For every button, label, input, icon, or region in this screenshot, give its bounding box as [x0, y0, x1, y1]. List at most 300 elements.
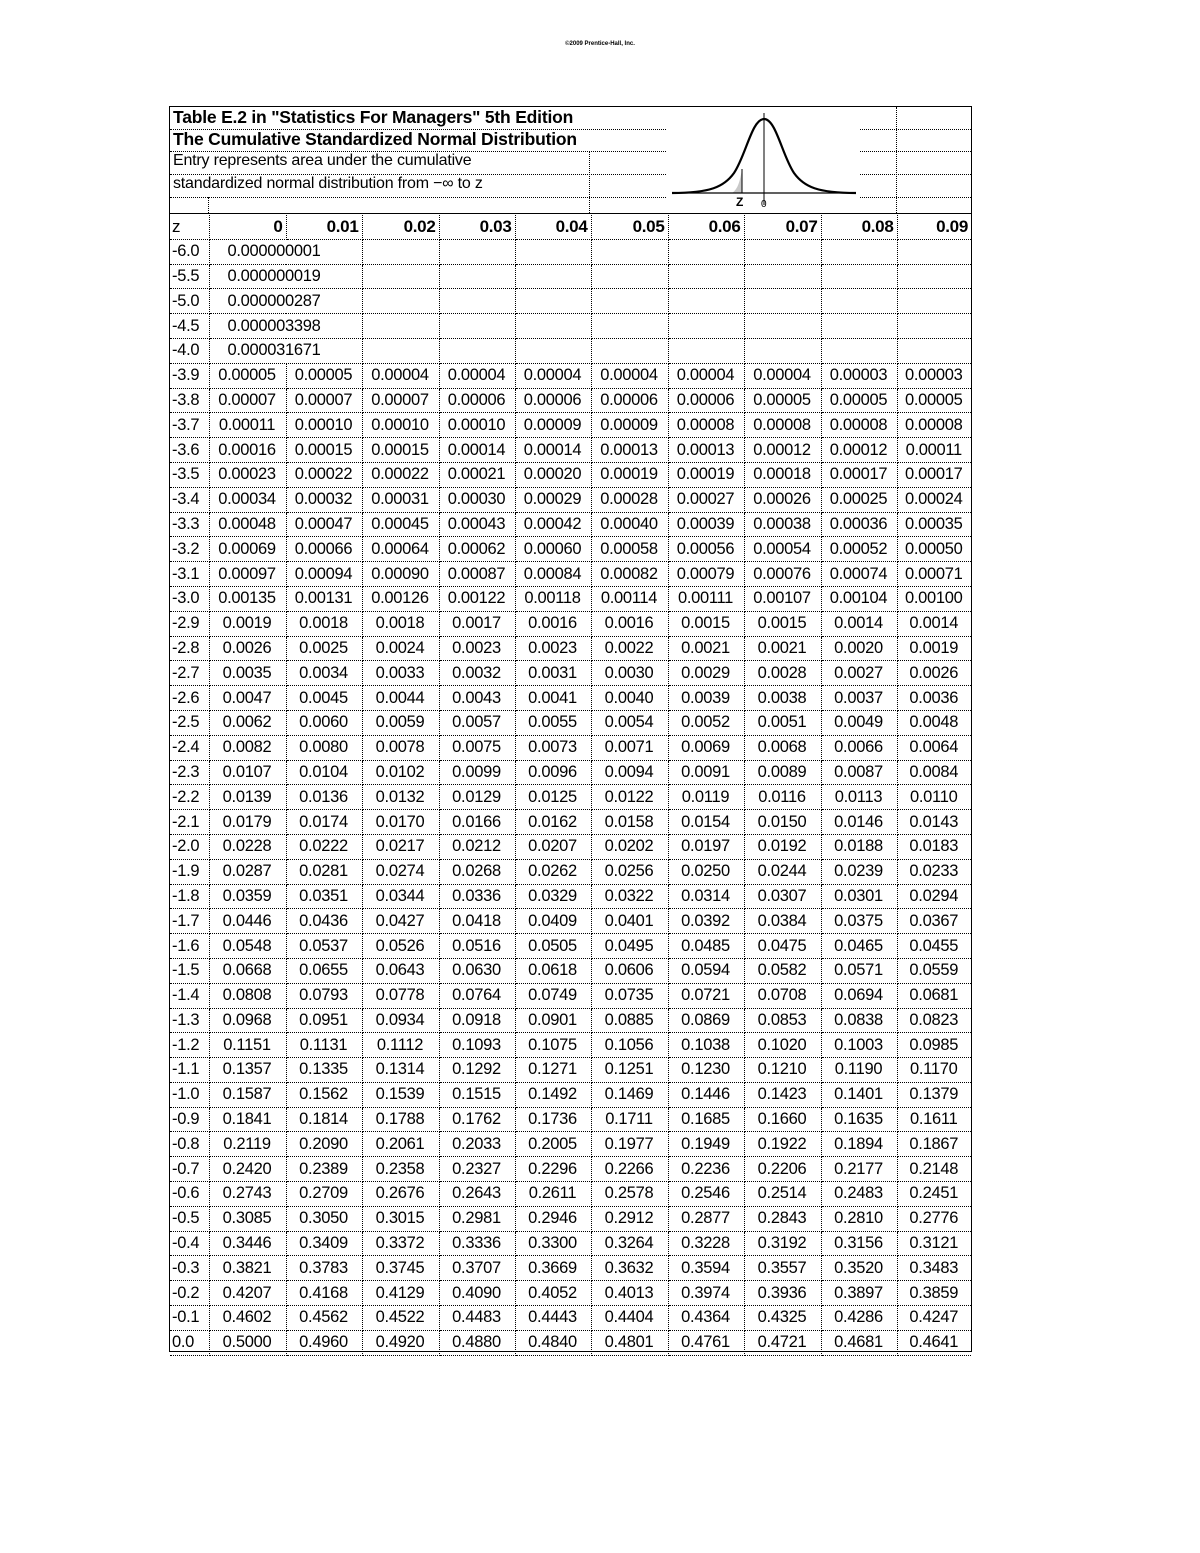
- probability-cell: 0.0853: [744, 1008, 821, 1033]
- table-row: [170, 909, 971, 934]
- probability-cell: 0.0212: [439, 834, 515, 859]
- table-description-line1: Entry represents area under the cumulative: [173, 152, 472, 169]
- column-header: 0.09: [897, 215, 971, 239]
- probability-cell: 0.0045: [286, 686, 362, 711]
- probability-cell: 0.3300: [515, 1231, 591, 1256]
- probability-cell: 0.0721: [668, 983, 744, 1008]
- probability-cell: 0.0094: [591, 760, 668, 785]
- empty-cell: [439, 264, 515, 289]
- probability-cell: 0.0436: [286, 909, 362, 934]
- probability-cell: 0.0018: [286, 611, 362, 636]
- probability-cell: 0.0301: [821, 884, 897, 909]
- probability-cell: 0.4052: [515, 1281, 591, 1306]
- probability-cell: 0.2090: [286, 1132, 362, 1157]
- probability-cell: 0.0594: [668, 958, 744, 983]
- probability-cell: 0.0823: [897, 1008, 971, 1033]
- probability-cell: 0.0618: [515, 958, 591, 983]
- probability-cell: 0.1210: [744, 1058, 821, 1083]
- probability-cell: 0.00006: [515, 388, 591, 413]
- probability-cell: 0.2912: [591, 1206, 668, 1231]
- probability-cell: 0.1075: [515, 1033, 591, 1058]
- table-row: [170, 760, 971, 785]
- table-row: [170, 338, 971, 363]
- probability-cell: 0.1056: [591, 1033, 668, 1058]
- row-z-value: -2.7: [170, 661, 209, 686]
- probability-cell: 0.00043: [439, 512, 515, 537]
- probability-cell: 0.1762: [439, 1107, 515, 1132]
- probability-cell: 0.0116: [744, 785, 821, 810]
- probability-cell: 0.0643: [362, 958, 439, 983]
- title-block: [170, 107, 971, 213]
- empty-cell: [821, 338, 897, 363]
- probability-cell: 0.0087: [821, 760, 897, 785]
- probability-cell: 0.00035: [897, 512, 971, 537]
- probability-cell: 0.1170: [897, 1058, 971, 1083]
- probability-cell: 0.0069: [668, 735, 744, 760]
- probability-cell: 0.0367: [897, 909, 971, 934]
- probability-cell: 0.00111: [668, 586, 744, 611]
- probability-cell: 0.1611: [897, 1107, 971, 1132]
- probability-cell: 0.0158: [591, 810, 668, 835]
- probability-cell: 0.0091: [668, 760, 744, 785]
- probability-cell: 0.2119: [209, 1132, 286, 1157]
- probability-cell: 0.00028: [591, 487, 668, 512]
- probability-cell: 0.0017: [439, 611, 515, 636]
- probability-cell: 0.0026: [897, 661, 971, 686]
- probability-cell: 0.1469: [591, 1082, 668, 1107]
- probability-cell: 0.0089: [744, 760, 821, 785]
- row-z-value: -1.6: [170, 934, 209, 959]
- empty-cell: [515, 338, 591, 363]
- probability-cell: 0.0022: [591, 636, 668, 661]
- probability-cell: 0.0475: [744, 934, 821, 959]
- probability-cell: 0.00066: [286, 537, 362, 562]
- row-z-value: -5.5: [170, 264, 209, 289]
- probability-cell: 0.2451: [897, 1182, 971, 1207]
- probability-cell: 0.2483: [821, 1182, 897, 1207]
- probability-cell: 0.0202: [591, 834, 668, 859]
- probability-cell: 0.00009: [591, 413, 668, 438]
- probability-cell: 0.0084: [897, 760, 971, 785]
- probability-cell: 0.1401: [821, 1082, 897, 1107]
- probability-cell: 0.1788: [362, 1107, 439, 1132]
- table-row: [170, 487, 971, 512]
- probability-cell: 0.00013: [668, 438, 744, 463]
- probability-cell: 0.00018: [744, 462, 821, 487]
- empty-cell: [515, 239, 591, 264]
- probability-cell: 0.3557: [744, 1256, 821, 1281]
- probability-cell: 0.0032: [439, 661, 515, 686]
- row-z-value: -0.7: [170, 1157, 209, 1182]
- row-z-value: -4.5: [170, 314, 209, 339]
- table-row: [170, 413, 971, 438]
- empty-cell: [362, 289, 439, 314]
- probability-cell: 0.3228: [668, 1231, 744, 1256]
- probability-cell: 0.4801: [591, 1330, 668, 1355]
- probability-cell: 0.0066: [821, 735, 897, 760]
- probability-cell: 0.0146: [821, 810, 897, 835]
- probability-cell: 0.00029: [515, 487, 591, 512]
- empty-cell: [744, 314, 821, 339]
- probability-cell: 0.0059: [362, 710, 439, 735]
- row-z-value: -1.1: [170, 1058, 209, 1083]
- probability-cell: 0.0033: [362, 661, 439, 686]
- probability-cell: 0.0057: [439, 710, 515, 735]
- empty-cell: [362, 264, 439, 289]
- probability-cell: 0.4761: [668, 1330, 744, 1355]
- probability-cell: 0.3936: [744, 1281, 821, 1306]
- probability-cell: 0.1151: [209, 1033, 286, 1058]
- table-row: [170, 1132, 971, 1157]
- probability-cell: 0.00074: [821, 562, 897, 587]
- table-row: [170, 562, 971, 587]
- probability-cell: 0.4207: [209, 1281, 286, 1306]
- table-subtitle: The Cumulative Standardized Normal Distribution: [173, 129, 577, 149]
- table-row: [170, 537, 971, 562]
- probability-cell: 0.0143: [897, 810, 971, 835]
- row-z-value: -3.1: [170, 562, 209, 587]
- table-row: [170, 686, 971, 711]
- probability-cell: 0.00010: [286, 413, 362, 438]
- row-z-value: -0.5: [170, 1206, 209, 1231]
- row-z-value: -2.1: [170, 810, 209, 835]
- probability-cell: 0.2005: [515, 1132, 591, 1157]
- table-row: [170, 1107, 971, 1132]
- probability-cell: 0.00052: [821, 537, 897, 562]
- probability-cell: 0.0020: [821, 636, 897, 661]
- probability-cell: 0.0351: [286, 884, 362, 909]
- probability-cell: 0.0934: [362, 1008, 439, 1033]
- row-z-value: -3.9: [170, 363, 209, 388]
- probability-cell: 0.4286: [821, 1306, 897, 1331]
- probability-cell: 0.3974: [668, 1281, 744, 1306]
- probability-cell: 0.00007: [286, 388, 362, 413]
- probability-cell: 0.0548: [209, 934, 286, 959]
- probability-cell: 0.00003: [897, 363, 971, 388]
- probability-cell: 0.0024: [362, 636, 439, 661]
- probability-cell: 0.1894: [821, 1132, 897, 1157]
- probability-cell: 0.1711: [591, 1107, 668, 1132]
- column-header: 0.03: [439, 215, 515, 239]
- probability-cell: 0.4880: [439, 1330, 515, 1355]
- row-z-value: -0.1: [170, 1306, 209, 1331]
- table-row: [170, 958, 971, 983]
- table-row: [170, 1206, 971, 1231]
- probability-cell: 0.2420: [209, 1157, 286, 1182]
- probability-cell: 0.3897: [821, 1281, 897, 1306]
- probability-cell: 0.0233: [897, 859, 971, 884]
- probability-cell: 0.0018: [362, 611, 439, 636]
- probability-cell: 0.0694: [821, 983, 897, 1008]
- probability-cell: 0.0150: [744, 810, 821, 835]
- probability-cell: 0.1562: [286, 1082, 362, 1107]
- probability-cell: 0.0207: [515, 834, 591, 859]
- probability-cell: 0.00005: [821, 388, 897, 413]
- table-row: [170, 810, 971, 835]
- probability-cell: 0.0179: [209, 810, 286, 835]
- probability-cell: 0.00030: [439, 487, 515, 512]
- probability-cell: 0.00009: [515, 413, 591, 438]
- probability-cell: 0.0344: [362, 884, 439, 909]
- row-z-value: 0.0: [170, 1330, 209, 1355]
- probability-cell: 0.2327: [439, 1157, 515, 1182]
- table-row: [170, 611, 971, 636]
- probability-cell: 0.4404: [591, 1306, 668, 1331]
- table-row: [170, 1231, 971, 1256]
- probability-cell: 0.3821: [209, 1256, 286, 1281]
- probability-cell: 0.0015: [668, 611, 744, 636]
- probability-cell: 0.3372: [362, 1231, 439, 1256]
- probability-cell: 0.00005: [744, 388, 821, 413]
- row-z-value: -1.4: [170, 983, 209, 1008]
- probability-cell: 0.0034: [286, 661, 362, 686]
- probability-cell: 0.00122: [439, 586, 515, 611]
- probability-cell: 0.1867: [897, 1132, 971, 1157]
- probability-cell: 0.00012: [821, 438, 897, 463]
- probability-cell: 0.0132: [362, 785, 439, 810]
- probability-cell: 0.4522: [362, 1306, 439, 1331]
- probability-cell: 0.00004: [362, 363, 439, 388]
- probability-cell: 0.0019: [897, 636, 971, 661]
- probability-cell: 0.2578: [591, 1182, 668, 1207]
- probability-cell: 0.4168: [286, 1281, 362, 1306]
- page-header-note: ©2009 Prentice-Hall, Inc.: [565, 41, 635, 47]
- probability-cell: 0.0029: [668, 661, 744, 686]
- row-z-value: -3.7: [170, 413, 209, 438]
- probability-cell: 0.1423: [744, 1082, 821, 1107]
- probability-cell: 0.00010: [362, 413, 439, 438]
- probability-cell: 0.2177: [821, 1157, 897, 1182]
- probability-cell: 0.00047: [286, 512, 362, 537]
- probability-cell: 0.4721: [744, 1330, 821, 1355]
- probability-cell: 0.00076: [744, 562, 821, 587]
- probability-cell: 0.0885: [591, 1008, 668, 1033]
- row-z-value: -3.6: [170, 438, 209, 463]
- z-table: [170, 215, 971, 1356]
- row-z-value: -3.2: [170, 537, 209, 562]
- probability-cell: 0.00069: [209, 537, 286, 562]
- probability-cell: 0.00084: [515, 562, 591, 587]
- probability-cell: 0.00010: [439, 413, 515, 438]
- probability-cell: 0.0025: [286, 636, 362, 661]
- probability-cell: 0.00064: [362, 537, 439, 562]
- table-row: [170, 1330, 971, 1355]
- row-z-value: -2.6: [170, 686, 209, 711]
- table-row: [170, 1157, 971, 1182]
- empty-cell: [668, 314, 744, 339]
- probability-cell: 0.2676: [362, 1182, 439, 1207]
- probability-cell: 0.0968: [209, 1008, 286, 1033]
- probability-cell: 0.1515: [439, 1082, 515, 1107]
- z-axis-label: Z: [736, 195, 744, 209]
- probability-cell: 0.0401: [591, 909, 668, 934]
- probability-cell: 0.00024: [897, 487, 971, 512]
- probability-cell: 0.3015: [362, 1206, 439, 1231]
- row-z-value: -3.8: [170, 388, 209, 413]
- probability-cell: 0.00082: [591, 562, 668, 587]
- probability-cell: 0.00012: [744, 438, 821, 463]
- probability-cell: 0.000000287: [209, 289, 362, 314]
- probability-cell: 0.0197: [668, 834, 744, 859]
- probability-cell: 0.1949: [668, 1132, 744, 1157]
- empty-cell: [744, 338, 821, 363]
- probability-cell: 0.0322: [591, 884, 668, 909]
- probability-cell: 0.2743: [209, 1182, 286, 1207]
- probability-cell: 0.0183: [897, 834, 971, 859]
- probability-cell: 0.0166: [439, 810, 515, 835]
- column-header: 0.06: [668, 215, 744, 239]
- probability-cell: 0.0681: [897, 983, 971, 1008]
- probability-cell: 0.0274: [362, 859, 439, 884]
- empty-cell: [821, 239, 897, 264]
- probability-cell: 0.3520: [821, 1256, 897, 1281]
- probability-cell: 0.00013: [591, 438, 668, 463]
- probability-cell: 0.0055: [515, 710, 591, 735]
- probability-cell: 0.0170: [362, 810, 439, 835]
- probability-cell: 0.00058: [591, 537, 668, 562]
- empty-cell: [515, 264, 591, 289]
- empty-cell: [515, 289, 591, 314]
- probability-cell: 0.2061: [362, 1132, 439, 1157]
- probability-cell: 0.1314: [362, 1058, 439, 1083]
- probability-cell: 0.000000001: [209, 239, 362, 264]
- probability-cell: 0.0630: [439, 958, 515, 983]
- probability-cell: 0.2810: [821, 1206, 897, 1231]
- probability-cell: 0.4483: [439, 1306, 515, 1331]
- probability-cell: 0.00020: [515, 462, 591, 487]
- table-row: [170, 512, 971, 537]
- table-row: [170, 239, 971, 264]
- empty-cell: [591, 314, 668, 339]
- empty-cell: [515, 314, 591, 339]
- probability-cell: 0.0041: [515, 686, 591, 711]
- probability-cell: 0.0559: [897, 958, 971, 983]
- probability-cell: 0.00017: [821, 462, 897, 487]
- probability-cell: 0.0107: [209, 760, 286, 785]
- probability-cell: 0.0336: [439, 884, 515, 909]
- probability-cell: 0.3192: [744, 1231, 821, 1256]
- probability-cell: 0.0778: [362, 983, 439, 1008]
- row-z-value: -0.8: [170, 1132, 209, 1157]
- probability-cell: 0.0014: [821, 611, 897, 636]
- probability-cell: 0.00036: [821, 512, 897, 537]
- probability-cell: 0.3707: [439, 1256, 515, 1281]
- probability-cell: 0.0359: [209, 884, 286, 909]
- table-row: [170, 735, 971, 760]
- probability-cell: 0.1335: [286, 1058, 362, 1083]
- probability-cell: 0.00050: [897, 537, 971, 562]
- probability-cell: 0.0015: [744, 611, 821, 636]
- empty-cell: [744, 264, 821, 289]
- probability-cell: 0.00087: [439, 562, 515, 587]
- probability-cell: 0.0735: [591, 983, 668, 1008]
- probability-cell: 0.3632: [591, 1256, 668, 1281]
- probability-cell: 0.00090: [362, 562, 439, 587]
- row-z-value: -0.2: [170, 1281, 209, 1306]
- probability-cell: 0.0075: [439, 735, 515, 760]
- probability-cell: 0.00008: [897, 413, 971, 438]
- probability-cell: 0.1190: [821, 1058, 897, 1083]
- probability-cell: 0.00004: [515, 363, 591, 388]
- probability-cell: 0.0174: [286, 810, 362, 835]
- probability-cell: 0.0023: [439, 636, 515, 661]
- probability-cell: 0.0096: [515, 760, 591, 785]
- probability-cell: 0.0281: [286, 859, 362, 884]
- probability-cell: 0.3745: [362, 1256, 439, 1281]
- probability-cell: 0.1093: [439, 1033, 515, 1058]
- table-row: [170, 264, 971, 289]
- probability-cell: 0.0606: [591, 958, 668, 983]
- probability-cell: 0.2643: [439, 1182, 515, 1207]
- probability-cell: 0.00004: [744, 363, 821, 388]
- probability-cell: 0.2546: [668, 1182, 744, 1207]
- column-header: 0.08: [821, 215, 897, 239]
- probability-cell: 0.0465: [821, 934, 897, 959]
- table-row: [170, 314, 971, 339]
- probability-cell: 0.00008: [821, 413, 897, 438]
- probability-cell: 0.0749: [515, 983, 591, 1008]
- column-header-z: z: [170, 215, 209, 239]
- probability-cell: 0.0043: [439, 686, 515, 711]
- probability-cell: 0.00004: [668, 363, 744, 388]
- probability-cell: 0.00026: [744, 487, 821, 512]
- probability-cell: 0.00126: [362, 586, 439, 611]
- probability-cell: 0.1492: [515, 1082, 591, 1107]
- probability-cell: 0.0040: [591, 686, 668, 711]
- probability-cell: 0.4364: [668, 1306, 744, 1331]
- probability-cell: 0.00114: [591, 586, 668, 611]
- probability-cell: 0.0375: [821, 909, 897, 934]
- probability-cell: 0.1271: [515, 1058, 591, 1083]
- probability-cell: 0.3264: [591, 1231, 668, 1256]
- probability-cell: 0.00131: [286, 586, 362, 611]
- row-z-value: -3.3: [170, 512, 209, 537]
- row-z-value: -6.0: [170, 239, 209, 264]
- row-z-value: -1.8: [170, 884, 209, 909]
- probability-cell: 0.0571: [821, 958, 897, 983]
- probability-cell: 0.00005: [209, 363, 286, 388]
- probability-cell: 0.4562: [286, 1306, 362, 1331]
- probability-cell: 0.0016: [515, 611, 591, 636]
- probability-cell: 0.0256: [591, 859, 668, 884]
- probability-cell: 0.1038: [668, 1033, 744, 1058]
- probability-cell: 0.0154: [668, 810, 744, 835]
- probability-cell: 0.3336: [439, 1231, 515, 1256]
- probability-cell: 0.0427: [362, 909, 439, 934]
- empty-cell: [439, 239, 515, 264]
- probability-cell: 0.00118: [515, 586, 591, 611]
- probability-cell: 0.0537: [286, 934, 362, 959]
- probability-cell: 0.4443: [515, 1306, 591, 1331]
- probability-cell: 0.0139: [209, 785, 286, 810]
- probability-cell: 0.0021: [668, 636, 744, 661]
- probability-cell: 0.2843: [744, 1206, 821, 1231]
- probability-cell: 0.00040: [591, 512, 668, 537]
- probability-cell: 0.00014: [515, 438, 591, 463]
- table-row: [170, 859, 971, 884]
- probability-cell: 0.3859: [897, 1281, 971, 1306]
- probability-cell: 0.3783: [286, 1256, 362, 1281]
- empty-cell: [897, 264, 971, 289]
- probability-cell: 0.1251: [591, 1058, 668, 1083]
- probability-cell: 0.2033: [439, 1132, 515, 1157]
- table-row: [170, 388, 971, 413]
- probability-cell: 0.00015: [362, 438, 439, 463]
- probability-cell: 0.1841: [209, 1107, 286, 1132]
- table-row: [170, 834, 971, 859]
- empty-cell: [362, 314, 439, 339]
- probability-cell: 0.0104: [286, 760, 362, 785]
